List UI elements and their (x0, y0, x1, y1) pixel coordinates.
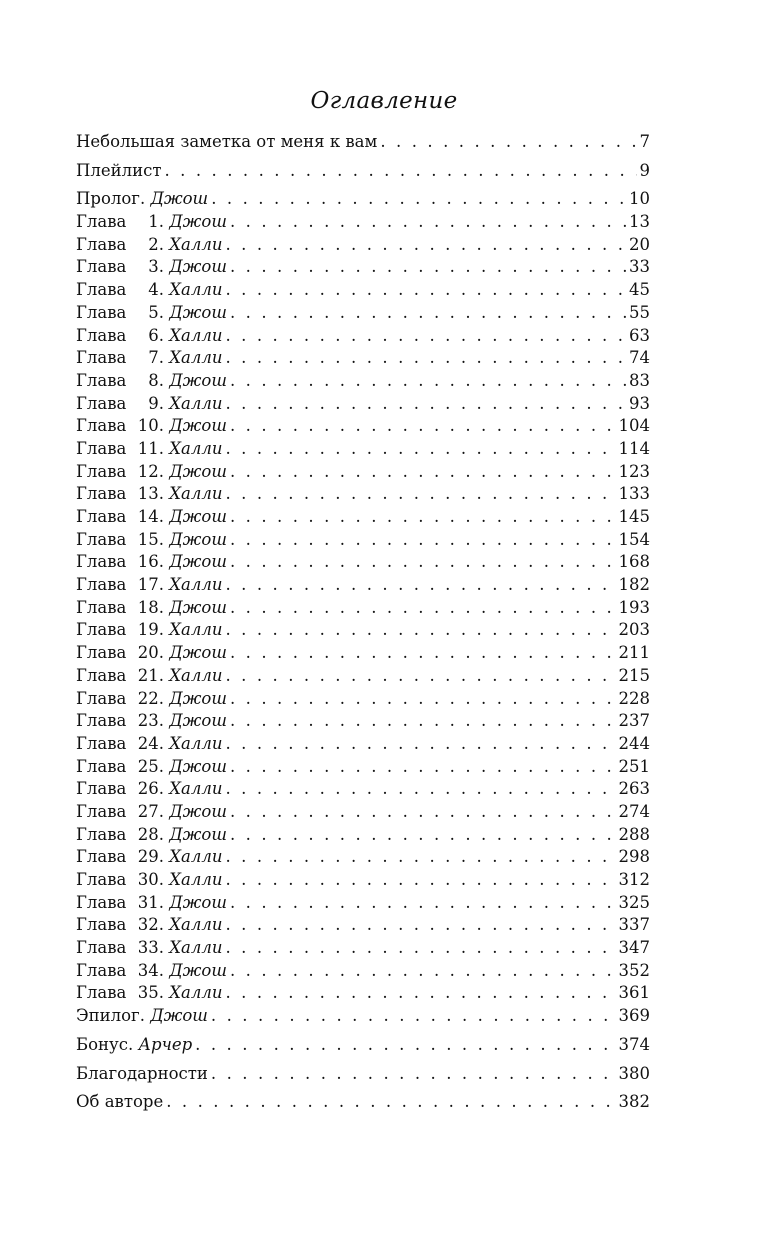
chapter-number: 11. (137, 438, 164, 458)
page-number: 133 (618, 484, 650, 504)
toc-entry (76, 733, 650, 756)
dot-leader (230, 960, 616, 983)
chapter-narrator: Халли (169, 938, 223, 958)
page-number: 382 (618, 1092, 650, 1112)
chapter-narrator: Джош (169, 212, 227, 232)
dot-leader (230, 801, 616, 824)
chapter-word: Глава (76, 212, 127, 232)
dot-leader (230, 597, 616, 620)
chapter-number: 13. (137, 484, 164, 504)
page-number: 337 (618, 915, 650, 935)
toc-entry (76, 642, 650, 665)
toc-entry (76, 937, 650, 960)
chapter-word: Глава (76, 302, 127, 322)
toc-entry (76, 211, 650, 234)
entry-title: Небольшая заметка от меня к вам (76, 132, 378, 151)
chapter-narrator: Джош (169, 529, 227, 549)
toc-entry (76, 506, 650, 529)
dot-leader (225, 937, 615, 960)
chapter-number: 15. (137, 529, 164, 549)
toc-entry-label (76, 1063, 208, 1086)
chapter-word: Глава (76, 643, 127, 663)
chapter-narrator: Джош (169, 370, 227, 390)
dot-leader (230, 529, 616, 552)
toc-entry-label (76, 438, 222, 461)
toc-entry (76, 869, 650, 892)
page-number: 228 (618, 688, 650, 708)
chapter-narrator: Халли (169, 393, 223, 413)
page-number: 193 (618, 597, 650, 617)
chapter-number: 6. (148, 325, 164, 345)
chapter-word: Глава (76, 870, 127, 889)
toc-entry-label (76, 483, 222, 506)
chapter-number: 12. (137, 461, 164, 481)
chapter-word: Глава (76, 733, 127, 753)
chapter-word: Глава (76, 688, 127, 708)
chapter-number: 25. (137, 756, 164, 776)
dot-leader (225, 778, 615, 801)
dot-leader (225, 347, 626, 370)
chapter-word: Глава (76, 234, 127, 254)
page-number: 63 (629, 325, 650, 345)
chapter-narrator: Халли (169, 847, 223, 867)
dot-leader (230, 642, 616, 665)
dot-leader (225, 574, 615, 597)
chapter-number: 16. (137, 552, 164, 572)
page-number: 347 (618, 938, 650, 958)
entry-separator: . (128, 1034, 139, 1054)
entry-separator: . (139, 1006, 151, 1026)
entry-title: Бонус (76, 1034, 129, 1054)
toc-entry-label (76, 302, 227, 325)
dot-leader (225, 914, 615, 937)
dot-leader (211, 1005, 616, 1028)
toc-entry-label (76, 597, 227, 620)
dot-leader (230, 256, 626, 279)
chapter-word: Глава (76, 801, 127, 821)
toc-entry-label (76, 393, 222, 416)
chapter-narrator: Халли (169, 348, 223, 368)
chapter-number: 26. (137, 779, 164, 799)
toc-entry-label (76, 131, 377, 154)
page-number: 83 (629, 370, 650, 390)
chapter-narrator: Халли (169, 325, 223, 345)
chapter-narrator: Джош (169, 960, 227, 980)
page-number: 55 (629, 302, 650, 322)
page-number: 93 (629, 393, 650, 413)
chapter-narrator: Халли (169, 870, 223, 889)
toc-entry (76, 574, 650, 597)
page-number: 237 (618, 711, 650, 731)
toc-entry-label (76, 529, 227, 552)
chapter-narrator: Джош (169, 688, 227, 708)
dot-leader (211, 188, 626, 211)
toc-entry (76, 778, 650, 801)
toc-entry-label (76, 892, 227, 915)
chapter-word: Глава (76, 257, 127, 277)
dot-leader (164, 160, 636, 183)
toc-entry (76, 529, 650, 552)
page-number: 154 (618, 529, 650, 549)
toc-entry (76, 665, 650, 688)
toc-entry-label (76, 415, 227, 438)
toc-entry-label (76, 279, 222, 302)
dot-leader (230, 756, 616, 779)
toc-entry-label (76, 325, 222, 348)
toc-entry-label (76, 1005, 208, 1028)
chapter-word: Глава (76, 960, 127, 980)
chapter-number: 32. (137, 915, 164, 935)
chapter-number: 22. (137, 688, 164, 708)
chapter-number: 33. (137, 938, 164, 958)
chapter-number: 24. (137, 733, 164, 753)
dot-leader (230, 461, 616, 484)
entry-title: Пролог (76, 189, 140, 209)
toc-entry (76, 256, 650, 279)
chapter-word: Глава (76, 529, 127, 549)
toc-entry (76, 1005, 650, 1028)
dot-leader (230, 415, 616, 438)
page-number: 20 (629, 234, 650, 254)
toc-entry-label (76, 688, 227, 711)
chapter-word: Глава (76, 348, 127, 368)
page-number: 251 (618, 756, 650, 776)
toc-entry (76, 824, 650, 847)
chapter-word: Глава (76, 438, 127, 458)
page-number: 10 (629, 189, 650, 209)
chapter-number: 21. (137, 665, 164, 685)
toc-entry-label (76, 869, 222, 892)
page-number: 374 (618, 1034, 650, 1054)
chapter-number: 2. (148, 234, 164, 254)
chapter-narrator: Халли (169, 234, 223, 254)
chapter-number: 28. (137, 824, 164, 844)
toc-entry (76, 279, 650, 302)
chapter-narrator: Халли (169, 733, 223, 753)
toc-entry (76, 438, 650, 461)
toc-entry (76, 461, 650, 484)
chapter-word: Глава (76, 370, 127, 390)
chapter-word: Глава (76, 847, 127, 867)
toc-entry-label (76, 1034, 192, 1057)
page-number: 74 (629, 348, 650, 368)
page-number: 168 (618, 552, 650, 572)
toc-entry-label (76, 1091, 163, 1114)
dot-leader (230, 506, 616, 529)
page-number: 352 (618, 960, 650, 980)
toc-entry (76, 325, 650, 348)
page-number: 298 (618, 847, 650, 867)
entry-title: Плейлист (76, 160, 162, 180)
toc-entry (76, 370, 650, 393)
chapter-narrator: Халли (169, 665, 223, 685)
chapter-narrator: Джош (169, 416, 227, 436)
toc-entry (76, 688, 650, 711)
dot-leader (230, 370, 626, 393)
chapter-number: 23. (137, 711, 164, 731)
toc-entry-label (76, 347, 222, 370)
chapter-word: Глава (76, 915, 127, 935)
toc-entry-label (76, 665, 222, 688)
chapter-narrator: Джош (169, 597, 227, 617)
toc-entry (76, 619, 650, 642)
page-number: 203 (618, 620, 650, 640)
dot-leader (225, 483, 615, 506)
toc-entry-label (76, 160, 161, 183)
chapter-narrator: Джош (169, 711, 227, 731)
toc-entry (76, 551, 650, 574)
toc-entry (76, 415, 650, 438)
chapter-word: Глава (76, 507, 127, 526)
dot-leader (380, 131, 636, 154)
chapter-number: 7. (148, 348, 164, 368)
toc-entry-label (76, 461, 227, 484)
page-number: 13 (629, 212, 650, 232)
chapter-narrator: Джош (169, 302, 227, 322)
chapter-word: Глава (76, 779, 127, 799)
toc-entry (76, 597, 650, 620)
page-number: 9 (639, 160, 650, 180)
toc-entry-label (76, 642, 227, 665)
chapter-narrator: Халли (169, 280, 223, 300)
toc-entry (76, 892, 650, 915)
chapter-word: Глава (76, 575, 127, 595)
chapter-narrator: Джош (169, 461, 227, 481)
toc-entry (76, 1091, 650, 1114)
chapter-number: 27. (137, 801, 164, 821)
toc-entry (76, 914, 650, 937)
chapter-word: Глава (76, 665, 127, 685)
toc-list (76, 131, 650, 1114)
toc-entry-label (76, 846, 222, 869)
toc-entry-label (76, 914, 222, 937)
entry-narrator: Джош (150, 189, 209, 209)
chapter-number: 35. (137, 983, 164, 1003)
dot-leader (211, 1063, 616, 1086)
dot-leader (225, 438, 615, 461)
dot-leader (225, 393, 626, 416)
toc-entry (76, 393, 650, 416)
page-number: 123 (618, 461, 650, 481)
page-number: 369 (618, 1006, 650, 1026)
dot-leader (225, 325, 626, 348)
chapter-number: 10. (137, 416, 164, 436)
dot-leader (225, 982, 615, 1005)
chapter-number: 18. (137, 597, 164, 617)
dot-leader (195, 1034, 615, 1057)
dot-leader (225, 279, 626, 302)
toc-entry-label (76, 188, 208, 211)
toc-title: Оглавление (310, 88, 458, 114)
dot-leader (225, 733, 615, 756)
entry-title: Об авторе (76, 1092, 164, 1112)
toc-entry-label (76, 824, 227, 847)
toc-entry-label (76, 982, 222, 1005)
toc-entry (76, 846, 650, 869)
page-number: 325 (618, 892, 650, 912)
chapter-number: 17. (137, 575, 164, 595)
page-number: 182 (618, 575, 650, 595)
page-number: 380 (618, 1063, 650, 1083)
chapter-number: 4. (148, 280, 164, 300)
page-number: 263 (618, 779, 650, 799)
entry-narrator: Джош (150, 1006, 208, 1026)
chapter-word: Глава (76, 756, 127, 776)
page-number: 288 (618, 824, 650, 844)
chapter-narrator: Халли (169, 438, 223, 458)
page-number: 361 (618, 983, 650, 1003)
chapter-narrator: Джош (169, 801, 227, 821)
toc-entry-label (76, 619, 222, 642)
dot-leader (230, 211, 626, 234)
dot-leader (230, 302, 626, 325)
toc-entry (76, 188, 650, 211)
toc-entry-label (76, 506, 227, 529)
chapter-number: 31. (137, 892, 164, 912)
toc-entry (76, 234, 650, 257)
chapter-word: Глава (76, 983, 127, 1003)
chapter-narrator: Джош (169, 824, 227, 844)
toc-entry (76, 1063, 650, 1086)
chapter-word: Глава (76, 484, 127, 504)
chapter-number: 5. (148, 302, 164, 322)
dot-leader (230, 688, 616, 711)
toc-entry (76, 960, 650, 983)
chapter-word: Глава (76, 552, 127, 572)
entry-title: Благодарности (76, 1063, 208, 1083)
toc-entry-label (76, 733, 222, 756)
chapter-narrator: Халли (169, 983, 223, 1003)
dot-leader (225, 869, 615, 892)
chapter-number: 8. (148, 370, 164, 390)
chapter-number: 1. (148, 212, 164, 232)
chapter-number: 19. (137, 620, 164, 640)
toc-entry-label (76, 801, 227, 824)
chapter-word: Глава (76, 620, 127, 640)
chapter-narrator: Халли (169, 779, 223, 799)
page-number: 145 (618, 507, 650, 526)
toc-entry (76, 131, 650, 154)
chapter-word: Глава (76, 280, 127, 300)
chapter-narrator: Джош (169, 257, 227, 277)
toc-entry-label (76, 937, 222, 960)
page-number: 114 (618, 438, 650, 458)
entry-narrator: Арчер (138, 1034, 193, 1054)
chapter-number: 34. (137, 960, 164, 980)
chapter-narrator: Халли (169, 915, 223, 935)
chapter-narrator: Джош (169, 756, 227, 776)
toc-entry (76, 1034, 650, 1057)
chapter-number: 30. (137, 870, 164, 889)
page-number: 215 (618, 665, 650, 685)
chapter-narrator: Джош (169, 643, 227, 663)
toc-entry-label (76, 551, 227, 574)
chapter-number: 20. (137, 643, 164, 663)
chapter-narrator: Джош (169, 892, 227, 912)
entry-title: Эпилог (76, 1006, 140, 1026)
dot-leader (230, 824, 616, 847)
chapter-number: 14. (137, 507, 164, 526)
page-number: 45 (629, 280, 650, 300)
chapter-narrator: Халли (169, 484, 223, 504)
entry-separator: . (139, 189, 151, 209)
page-number: 274 (618, 801, 650, 821)
page-number: 33 (629, 257, 650, 277)
toc-entry (76, 982, 650, 1005)
chapter-number: 9. (148, 393, 164, 413)
chapter-narrator: Халли (169, 575, 223, 595)
page-number: 244 (618, 733, 650, 753)
toc-entry-label (76, 211, 227, 234)
dot-leader (230, 892, 616, 915)
dot-leader (230, 710, 616, 733)
chapter-word: Глава (76, 938, 127, 958)
chapter-narrator: Джош (169, 507, 227, 526)
dot-leader (225, 619, 615, 642)
dot-leader (225, 234, 626, 257)
chapter-word: Глава (76, 393, 127, 413)
dot-leader (166, 1091, 615, 1114)
chapter-number: 3. (148, 257, 164, 277)
toc-entry-label (76, 370, 227, 393)
toc-entry-label (76, 710, 227, 733)
chapter-word: Глава (76, 597, 127, 617)
toc-entry (76, 160, 650, 183)
toc-entry-label (76, 960, 227, 983)
toc-entry (76, 801, 650, 824)
page-number: 211 (618, 643, 650, 663)
chapter-word: Глава (76, 325, 127, 345)
dot-leader (230, 551, 616, 574)
chapter-narrator: Джош (169, 552, 227, 572)
toc-entry (76, 710, 650, 733)
page-number: 104 (618, 416, 650, 436)
chapter-narrator: Халли (169, 620, 223, 640)
page-number: 312 (618, 870, 650, 889)
toc-entry (76, 347, 650, 370)
dot-leader (225, 665, 615, 688)
toc-entry-label (76, 574, 222, 597)
toc-entry (76, 756, 650, 779)
page-number: 7 (639, 132, 650, 151)
toc-entry-label (76, 756, 227, 779)
chapter-number: 29. (137, 847, 164, 867)
toc-entry-label (76, 256, 227, 279)
chapter-word: Глава (76, 416, 127, 436)
chapter-word: Глава (76, 824, 127, 844)
toc-entry (76, 302, 650, 325)
toc-entry (76, 483, 650, 506)
toc-entry-label (76, 234, 222, 257)
toc-entry-label (76, 778, 222, 801)
chapter-word: Глава (76, 892, 127, 912)
chapter-word: Глава (76, 461, 127, 481)
chapter-word: Глава (76, 711, 127, 731)
dot-leader (225, 846, 615, 869)
